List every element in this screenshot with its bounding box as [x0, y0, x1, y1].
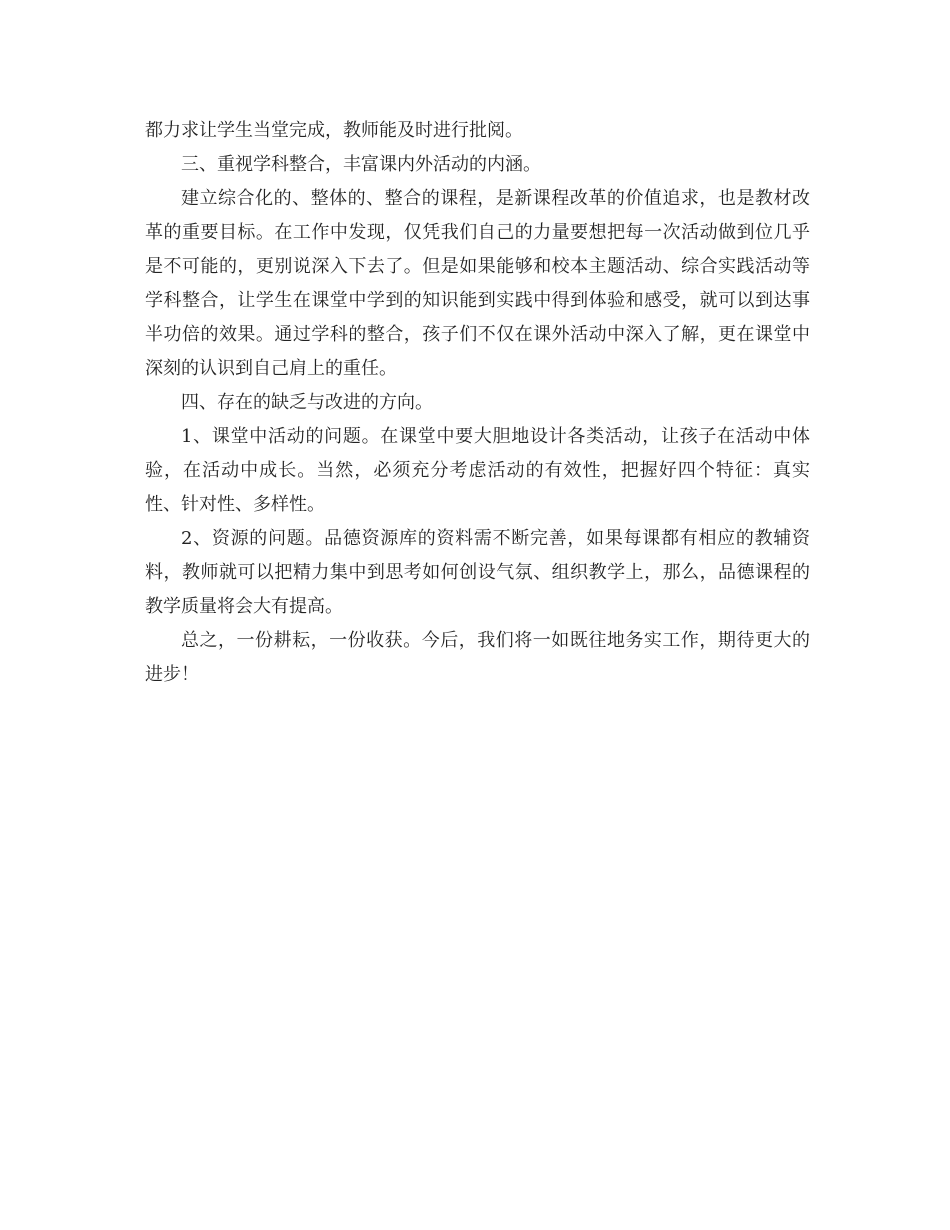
paragraph-continuation: 都力求让学生当堂完成，教师能及时进行批阅。 [145, 120, 523, 141]
paragraph-activity-issue: 1、课堂中活动的问题。在课堂中要大胆地设计各类活动，让孩子在活动中体验，在活动中成长。当然，必须充分考虑活动的有效性，把握好四个特征：真实性、针对性、多样性。 [145, 426, 810, 515]
section-heading-4: 四、存在的缺乏与改进的方向。 [181, 392, 433, 413]
paragraph-conclusion: 总之，一份耕耘，一份收获。今后，我们将一如既往地务实工作，期待更大的进步！ [145, 630, 810, 685]
section-heading-3: 三、重视学科整合，丰富课内外活动的内涵。 [181, 154, 541, 175]
paragraph-resource-issue: 2、资源的问题。品德资源库的资料需不断完善，如果每课都有相应的教辅资料，教师就可以把精力集中到思考如何创设气氛、组织教学上，那么，品德课程的教学质量将会大有提高。 [145, 528, 810, 617]
paragraph-integration: 建立综合化的、整体的、整合的课程，是新课程改革的价值追求，也是教材改革的重要目标。在工作中发现，仅凭我们自己的力量要想把每一次活动做到位几乎是不可能的，更别说深入下去了。但是如果能够和校本主题活动、综合实践活动等学科整合，让学生在课堂中学到的知识能到实践中得到体验和感受，就可以到达事半功倍的效果。通过学科的整合，孩子们不仅在课外活动中深入了解，更在课堂中深刻的认识到自己肩上的重任。 [145, 188, 810, 379]
document-body [145, 114, 810, 692]
